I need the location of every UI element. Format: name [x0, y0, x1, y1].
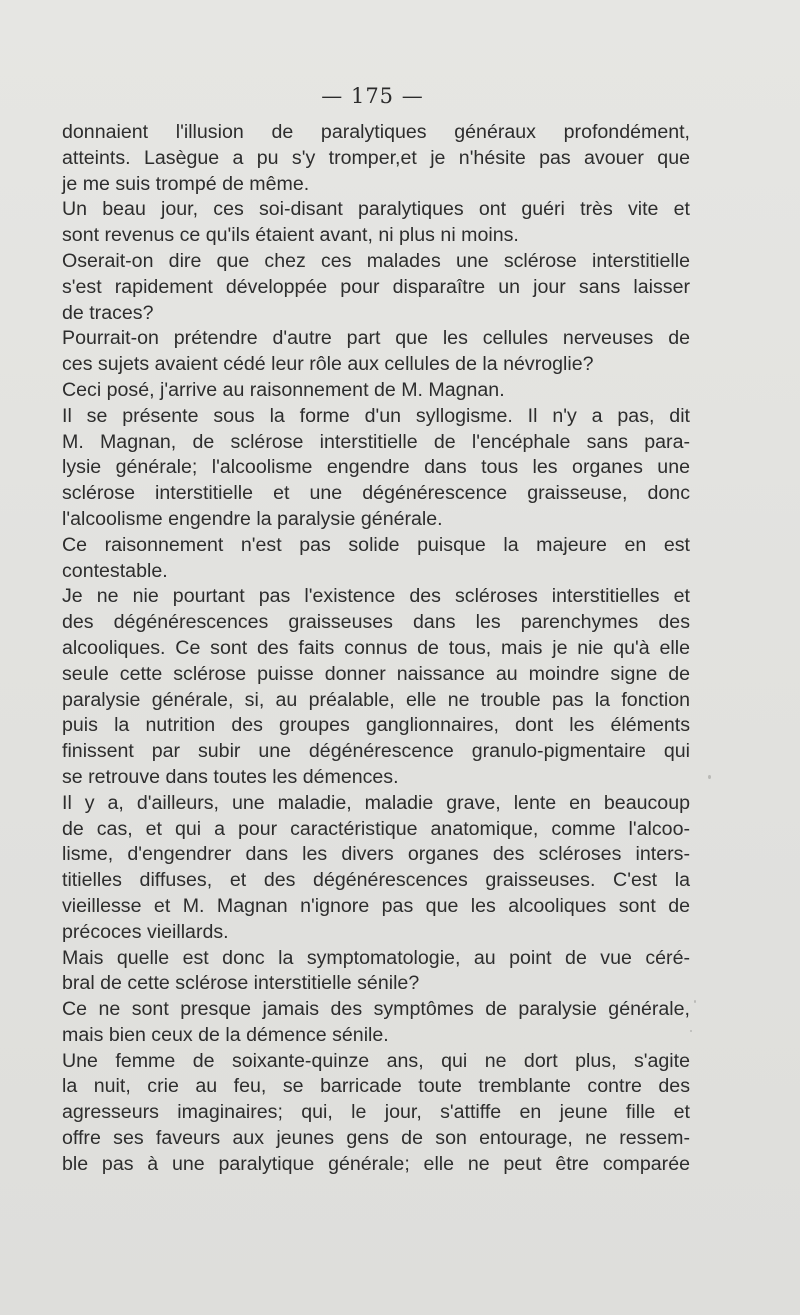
text-line: s'est rapidement développée pour disparaître un jour sans laisser — [62, 275, 690, 298]
text-line: précoces vieillards. — [62, 920, 229, 943]
text-line: atteints. Lasègue a pu s'y tromper,et je n'hésite pas avouer que — [62, 146, 690, 169]
text-line: puis la nutrition des groupes ganglionnaires, dont les éléments — [62, 714, 690, 737]
page-number: — 175 — — [321, 84, 424, 108]
text-line: Ce raisonnement n'est pas solide puisque la majeure en est — [62, 533, 690, 556]
text-line: Une femme de soixante-quinze ans, qui ne dort plus, s'agite — [62, 1049, 690, 1072]
text-line: M. Magnan, de sclérose interstitielle de l'encéphale sans para- — [62, 430, 690, 453]
text-line: vieillesse et M. Magnan n'ignore pas que les alcooliques sont de — [62, 894, 690, 917]
text-line: Mais quelle est donc la symptomatologie, au point de vue céré- — [62, 946, 690, 969]
scan-speck — [694, 1000, 696, 1003]
text-line: agresseurs imaginaires; qui, le jour, s'attiffe en jeune fille et — [62, 1101, 690, 1124]
text-line: alcooliques. Ce sont des faits connus de tous, mais je nie qu'à elle — [62, 636, 690, 659]
text-line: bral de cette sclérose interstitielle sénile? — [62, 972, 420, 995]
text-line: Pourrait-on prétendre d'autre part que les cellules nerveuses de — [62, 327, 690, 350]
text-line: Il y a, d'ailleurs, une maladie, maladie grave, lente en beaucoup — [62, 791, 690, 814]
scan-speck — [690, 1030, 692, 1032]
text-line: mais bien ceux de la démence sénile. — [62, 1023, 389, 1046]
text-line: Il se présente sous la forme d'un syllogisme. Il n'y a pas, dit — [62, 404, 690, 427]
text-line: Ceci posé, j'arrive au raisonnement de M. Magnan. — [62, 378, 505, 401]
text-line: finissent par subir une dégénérescence granulo-pigmentaire qui — [62, 740, 690, 763]
text-line: de traces? — [62, 301, 154, 324]
text-line: lysie générale; l'alcoolisme engendre dans tous les organes une — [62, 456, 690, 479]
text-line: paralysie générale, si, au préalable, elle ne trouble pas la fonction — [62, 688, 690, 711]
text-line: titielles diffuses, et des dégénérescences graisseuses. C'est la — [62, 869, 690, 892]
text-line: des dégénérescences graisseuses dans les parenchymes des — [62, 611, 690, 634]
scan-speck — [708, 775, 711, 779]
text-line: Un beau jour, ces soi-disant paralytiques ont guéri très vite et — [62, 198, 690, 221]
text-line: se retrouve dans toutes les démences. — [62, 765, 399, 788]
text-line: Ce ne sont presque jamais des symptômes de paralysie générale, — [62, 998, 690, 1021]
text-line: sont revenus ce qu'ils étaient avant, ni plus ni moins. — [62, 224, 519, 247]
text-line: Je ne nie pourtant pas l'existence des scléroses interstitielles et — [62, 585, 690, 608]
body-text — [62, 120, 690, 1178]
text-line: offre ses faveurs aux jeunes gens de son entourage, ne ressem- — [62, 1127, 690, 1150]
text-line: l'alcoolisme engendre la paralysie générale. — [62, 507, 443, 530]
text-line: Oserait-on dire que chez ces malades une sclérose interstitielle — [62, 249, 690, 272]
text-line: donnaient l'illusion de paralytiques généraux profondément, — [62, 121, 690, 143]
text-line: ble pas à une paralytique générale; elle ne peut être comparée — [62, 1152, 690, 1175]
text-line: la nuit, crie au feu, se barricade toute tremblante contre des — [62, 1075, 690, 1098]
text-line: seule cette sclérose puisse donner naissance au moindre signe de — [62, 662, 690, 685]
text-line: ces sujets avaient cédé leur rôle aux cellules de la névroglie? — [62, 353, 594, 376]
text-line: contestable. — [62, 559, 168, 582]
text-line: je me suis trompé de même. — [62, 172, 310, 195]
text-line: de cas, et qui a pour caractéristique anatomique, comme l'alcoo- — [62, 817, 690, 840]
text-line: sclérose interstitielle et une dégénérescence graisseuse, donc — [62, 482, 690, 505]
text-line: lisme, d'engendrer dans les divers organes des scléroses inters- — [62, 843, 690, 866]
